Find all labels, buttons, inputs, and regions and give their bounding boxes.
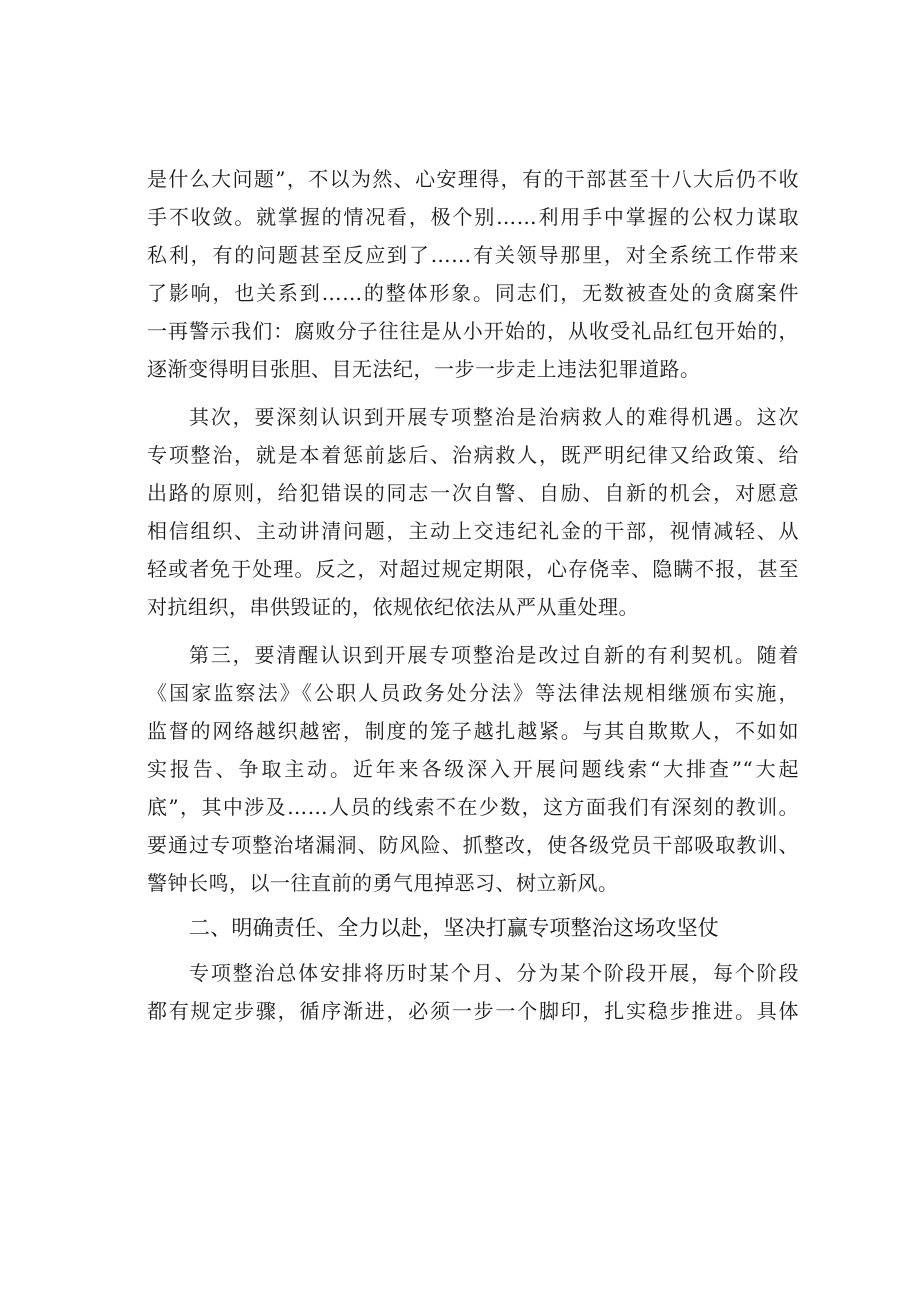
paragraph-line: 了影响，也关系到……的整体形象。同志们，无数被查处的贪腐案件 bbox=[147, 281, 799, 305]
paragraph-line: 手不收敛。就掌握的情况看，极个别……利用手中掌握的公权力谋取 bbox=[147, 205, 799, 229]
paragraph-line: 专项整治总体安排将历时某个月、分为某个阶段开展，每个阶段 bbox=[189, 961, 799, 985]
paragraph-line: 其次，要深刻认识到开展专项整治是治病救人的难得机遇。这次 bbox=[189, 405, 799, 429]
paragraph-line: 一再警示我们：腐败分子往往是从小开始的，从收受礼品红包开始的， bbox=[147, 319, 799, 343]
paragraph-line: 《国家监察法》《公职人员政务处分法》等法律法规相继颁布实施， bbox=[147, 681, 799, 705]
section-heading: 二、明确责任、全力以赴，坚决打赢专项整治这场攻坚仗 bbox=[189, 916, 719, 940]
paragraph-2 bbox=[147, 398, 799, 626]
paragraph-line: 专项整治，就是本着惩前毖后、治病救人，既严明纪律又给政策、给 bbox=[147, 443, 799, 467]
paragraph-line: 相信组织、主动讲清问题，主动上交违纪礼金的干部，视情减轻、从 bbox=[147, 519, 799, 543]
paragraph-line: 逐渐变得明目张胆、目无法纪，一步一步走上违法犯罪道路。 bbox=[147, 357, 701, 381]
paragraph-line: 是什么大问题”，不以为然、心安理得，有的干部甚至十八大后仍不收 bbox=[147, 167, 799, 191]
paragraph-1 bbox=[147, 160, 799, 388]
paragraph-line: 要通过专项整治堵漏洞、防风险、抓整改，使各级党员干部吸取教训、 bbox=[147, 833, 799, 857]
paragraph-4 bbox=[147, 954, 799, 1030]
paragraph-line: 轻或者免于处理。反之，对超过规定期限，心存侥幸、隐瞒不报，甚至 bbox=[147, 557, 799, 581]
paragraph-line: 都有规定步骤，循序渐进，必须一步一个脚印，扎实稳步推进。具体 bbox=[147, 999, 799, 1023]
paragraph-line: 对抗组织，串供毁证的，依规依纪依法从严从重处理。 bbox=[147, 595, 639, 619]
paragraph-line: 底”，其中涉及……人员的线索不在少数，这方面我们有深刻的教训。 bbox=[147, 795, 799, 819]
document-body bbox=[147, 160, 799, 1030]
paragraph-line: 出路的原则，给犯错误的同志一次自警、自励、自新的机会，对愿意 bbox=[147, 481, 799, 505]
paragraph-line: 监督的网络越织越密，制度的笼子越扎越紧。与其自欺欺人，不如如 bbox=[147, 719, 799, 743]
paragraph-line: 第三，要清醒认识到开展专项整治是改过自新的有利契机。随着 bbox=[189, 643, 799, 667]
paragraph-line: 警钟长鸣，以一往直前的勇气甩掉恶习、树立新风。 bbox=[147, 871, 619, 895]
paragraph-line: 实报告、争取主动。近年来各级深入开展问题线索“大排查”“大起 bbox=[147, 757, 799, 781]
paragraph-line: 私利，有的问题甚至反应到了……有关领导那里，对全系统工作带来 bbox=[147, 243, 799, 267]
paragraph-3 bbox=[147, 636, 799, 902]
